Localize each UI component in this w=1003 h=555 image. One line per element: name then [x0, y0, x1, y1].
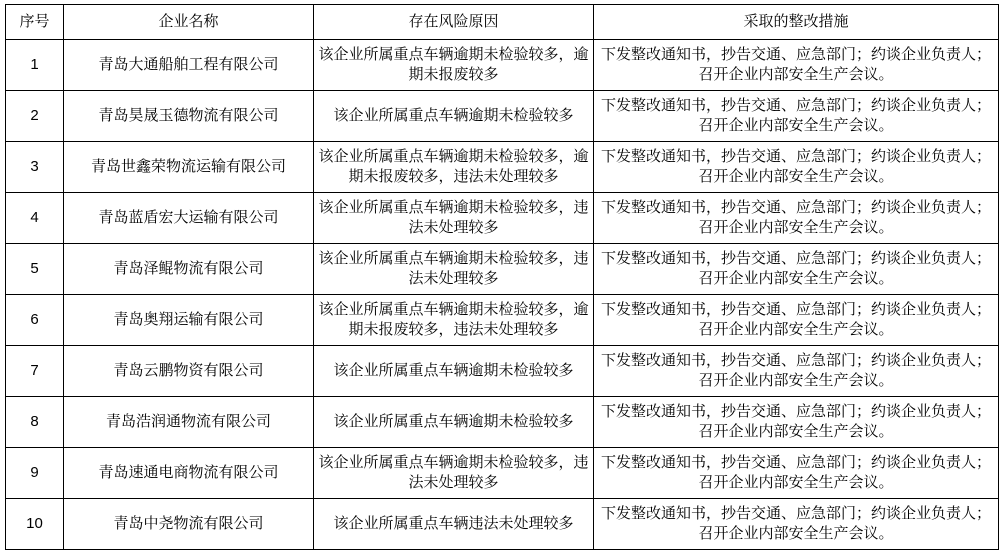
cell-risk-reason: 该企业所属重点车辆逾期未检验较多，逾期未报废较多 [314, 40, 594, 91]
cell-action-taken: 下发整改通知书，抄告交通、应急部门；约谈企业负责人；召开企业内部安全生产会议。 [594, 40, 999, 91]
table-header-row [6, 5, 999, 40]
cell-enterprise-name: 青岛泽鲲物流有限公司 [64, 244, 314, 295]
cell-index: 3 [6, 142, 64, 193]
table-row [6, 193, 999, 244]
table-row [6, 40, 999, 91]
cell-enterprise-name: 青岛大通船舶工程有限公司 [64, 40, 314, 91]
cell-enterprise-name: 青岛蓝盾宏大运输有限公司 [64, 193, 314, 244]
table-row [6, 448, 999, 499]
cell-action-taken: 下发整改通知书，抄告交通、应急部门；约谈企业负责人；召开企业内部安全生产会议。 [594, 193, 999, 244]
cell-index: 7 [6, 346, 64, 397]
cell-enterprise-name: 青岛奥翔运输有限公司 [64, 295, 314, 346]
table-header [6, 5, 999, 40]
table-row [6, 397, 999, 448]
cell-enterprise-name: 青岛昊晟玉德物流有限公司 [64, 91, 314, 142]
column-header-action: 采取的整改措施 [594, 5, 999, 40]
table-row [6, 295, 999, 346]
cell-index: 6 [6, 295, 64, 346]
cell-risk-reason: 该企业所属重点车辆逾期未检验较多，违法未处理较多 [314, 244, 594, 295]
enterprise-risk-table [5, 4, 999, 550]
cell-risk-reason: 该企业所属重点车辆违法未处理较多 [314, 499, 594, 550]
cell-action-taken: 下发整改通知书，抄告交通、应急部门；约谈企业负责人；召开企业内部安全生产会议。 [594, 499, 999, 550]
column-header-index: 序号 [6, 5, 64, 40]
cell-risk-reason: 该企业所属重点车辆逾期未检验较多，违法未处理较多 [314, 193, 594, 244]
cell-action-taken: 下发整改通知书，抄告交通、应急部门；约谈企业负责人；召开企业内部安全生产会议。 [594, 295, 999, 346]
cell-enterprise-name: 青岛中尧物流有限公司 [64, 499, 314, 550]
cell-index: 9 [6, 448, 64, 499]
table-body [6, 40, 999, 550]
cell-action-taken: 下发整改通知书，抄告交通、应急部门；约谈企业负责人；召开企业内部安全生产会议。 [594, 346, 999, 397]
column-header-name: 企业名称 [64, 5, 314, 40]
cell-risk-reason: 该企业所属重点车辆逾期未检验较多 [314, 91, 594, 142]
cell-enterprise-name: 青岛世鑫荣物流运输有限公司 [64, 142, 314, 193]
column-header-risk: 存在风险原因 [314, 5, 594, 40]
cell-risk-reason: 该企业所属重点车辆逾期未检验较多，逾期未报废较多，违法未处理较多 [314, 295, 594, 346]
cell-index: 4 [6, 193, 64, 244]
cell-risk-reason: 该企业所属重点车辆逾期未检验较多 [314, 397, 594, 448]
cell-action-taken: 下发整改通知书，抄告交通、应急部门；约谈企业负责人；召开企业内部安全生产会议。 [594, 397, 999, 448]
cell-index: 1 [6, 40, 64, 91]
table-row [6, 499, 999, 550]
table-row [6, 346, 999, 397]
cell-index: 2 [6, 91, 64, 142]
cell-index: 8 [6, 397, 64, 448]
cell-risk-reason: 该企业所属重点车辆逾期未检验较多，逾期未报废较多，违法未处理较多 [314, 142, 594, 193]
cell-index: 10 [6, 499, 64, 550]
cell-action-taken: 下发整改通知书，抄告交通、应急部门；约谈企业负责人；召开企业内部安全生产会议。 [594, 91, 999, 142]
cell-enterprise-name: 青岛速通电商物流有限公司 [64, 448, 314, 499]
cell-enterprise-name: 青岛浩润通物流有限公司 [64, 397, 314, 448]
table-row [6, 244, 999, 295]
cell-action-taken: 下发整改通知书，抄告交通、应急部门；约谈企业负责人；召开企业内部安全生产会议。 [594, 244, 999, 295]
cell-risk-reason: 该企业所属重点车辆逾期未检验较多 [314, 346, 594, 397]
cell-risk-reason: 该企业所属重点车辆逾期未检验较多，违法未处理较多 [314, 448, 594, 499]
cell-index: 5 [6, 244, 64, 295]
cell-enterprise-name: 青岛云鹏物资有限公司 [64, 346, 314, 397]
table-row [6, 142, 999, 193]
cell-action-taken: 下发整改通知书，抄告交通、应急部门；约谈企业负责人；召开企业内部安全生产会议。 [594, 142, 999, 193]
table-row [6, 91, 999, 142]
cell-action-taken: 下发整改通知书，抄告交通、应急部门；约谈企业负责人；召开企业内部安全生产会议。 [594, 448, 999, 499]
